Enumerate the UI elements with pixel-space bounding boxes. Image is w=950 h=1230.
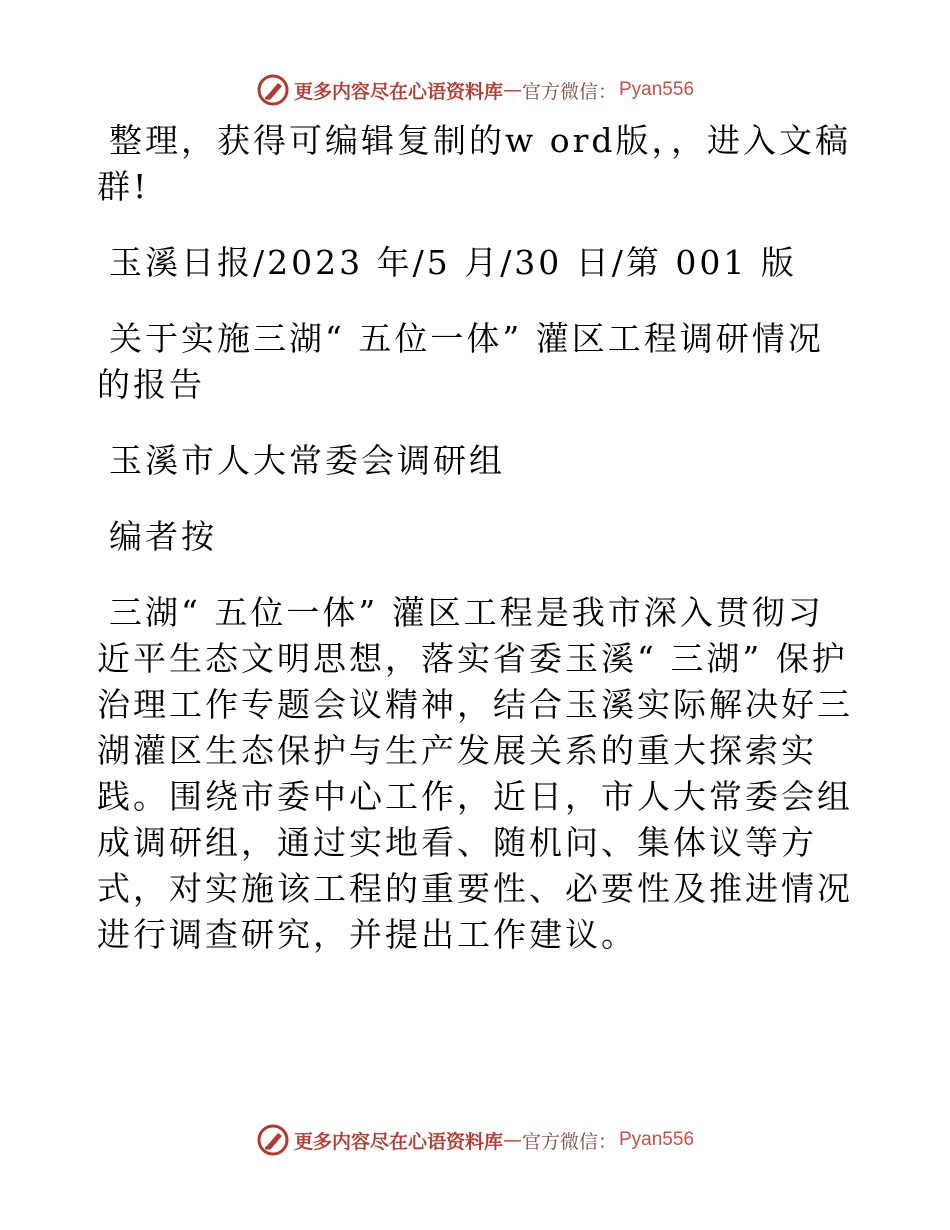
watermark-site-name: 更多内容尽在心语资料库 bbox=[293, 80, 503, 103]
editor-note-heading: 编者按 bbox=[109, 517, 217, 556]
header-watermark bbox=[0, 70, 950, 110]
watermark-official-label: 官方微信： bbox=[521, 80, 617, 103]
watermark-wechat-handle: Pyan556 bbox=[619, 1129, 695, 1150]
article-title: 关于实施三湖“ 五位一体” 灌区工程调研情况的报告 bbox=[97, 319, 824, 404]
dateline: 玉溪日报/2023 年/5 月/30 日/第 001 版 bbox=[109, 243, 797, 282]
pen-logo-icon bbox=[256, 1123, 290, 1157]
intro-paragraph: 整理，获得可编辑复制的w ord版，，进入文稿群! bbox=[97, 121, 852, 206]
watermark-site-name: 更多内容尽在心语资料库 bbox=[293, 1130, 503, 1153]
watermark-wechat-handle: Pyan556 bbox=[619, 79, 695, 100]
pen-logo-icon bbox=[256, 73, 290, 107]
article-author: 玉溪市人大常委会调研组 bbox=[109, 441, 505, 480]
watermark-official-label: 官方微信： bbox=[521, 1130, 617, 1153]
editor-note-body: 三湖“ 五位一体” 灌区工程是我市深入贯彻习近平生态文明思想，落实省委玉溪“ 三湖” 保护治理工作专题会议精神，结合玉溪实际解决好三湖灌区生态保护与生产发展关系的重大探索实践。围绕市委中心工作，近日，市人大常委会组成调研组，通过实地看、随机问、集体议等方式，对实施该工程的重要性、必要性及推进情况进行调查研究，并提出工作建议。 bbox=[97, 593, 853, 954]
document-body bbox=[97, 118, 857, 988]
watermark-dash: — bbox=[502, 1129, 522, 1151]
footer-watermark bbox=[0, 1120, 950, 1160]
watermark-dash: — bbox=[502, 79, 522, 101]
